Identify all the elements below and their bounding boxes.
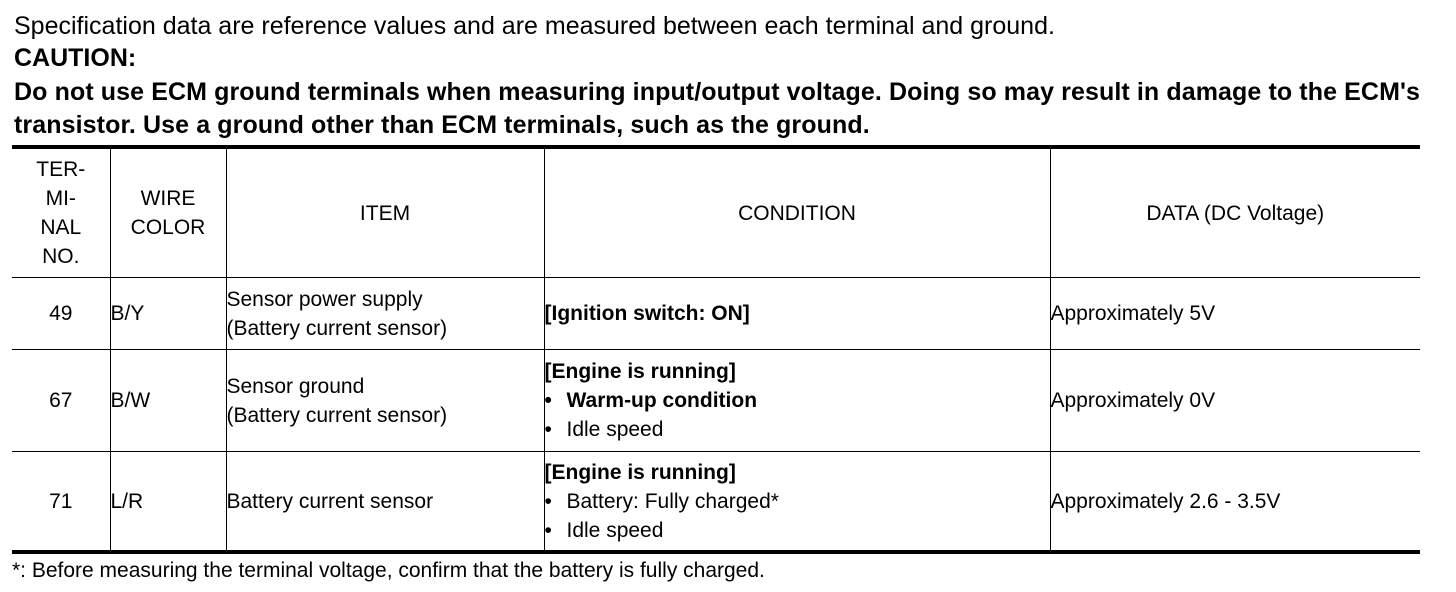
- condition-bullet-text: Warm-up condition: [566, 389, 758, 412]
- bullet-icon: •: [544, 418, 552, 441]
- condition-title: [Engine is running]: [544, 360, 736, 383]
- condition-bullet: [545, 386, 1050, 415]
- item-line: Sensor ground: [226, 374, 365, 398]
- caution-title: CAUTION:: [14, 44, 137, 72]
- item-line: (Battery current sensor): [226, 403, 448, 427]
- footnote: *: Before measuring the terminal voltage, confirm that the battery is fully charged.: [12, 559, 765, 582]
- header-wire-color: [110, 147, 226, 278]
- item-cell: [226, 350, 544, 452]
- condition-bullet-text: Idle speed: [566, 518, 664, 542]
- item-cell: [226, 278, 544, 350]
- header-terminal-line: MI-: [45, 187, 76, 210]
- header-item: ITEM: [226, 147, 544, 278]
- bullet-icon: •: [544, 389, 552, 412]
- condition-cell: [544, 452, 1050, 553]
- condition-cell: [544, 350, 1050, 452]
- header-wire-line: COLOR: [130, 216, 206, 239]
- caution-text: Do not use ECM ground terminals when measuring input/output voltage. Doing so may result in damage to the ECM's transistor. Use a ground other than ECM terminals, such as the ground.: [14, 78, 1421, 139]
- item-line: Battery current sensor: [226, 489, 434, 513]
- header-terminal-line: NO.: [42, 245, 80, 268]
- header-condition: CONDITION: [544, 147, 1050, 278]
- wire-color: B/W: [110, 350, 226, 452]
- header-terminal-no: [12, 147, 110, 278]
- wire-color: B/Y: [110, 278, 226, 350]
- item-line: Sensor power supply: [226, 287, 423, 311]
- data-value: Approximately 0V: [1050, 350, 1420, 452]
- condition-bullet: [545, 415, 1050, 444]
- terminal-number: 67: [12, 350, 110, 452]
- condition-title: [Engine is running]: [544, 460, 736, 484]
- item-line: (Battery current sensor): [226, 316, 448, 340]
- bullet-icon: •: [544, 518, 552, 542]
- bullet-icon: •: [544, 489, 552, 513]
- table-header-row: [12, 147, 1420, 278]
- terminal-number: 71: [12, 452, 110, 553]
- intro-text: Specification data are reference values and are measured between each terminal and ground.: [14, 12, 1055, 40]
- data-value: Approximately 2.6 - 3.5V: [1050, 452, 1420, 553]
- header-terminal-line: NAL: [40, 216, 82, 239]
- condition-title: [Ignition switch: ON]: [544, 302, 750, 325]
- condition-bullet-text: Idle speed: [566, 418, 664, 441]
- wire-color: L/R: [110, 452, 226, 553]
- header-wire-line: WIRE: [140, 187, 196, 210]
- terminal-number: 49: [12, 278, 110, 350]
- condition-bullet: [545, 487, 1050, 516]
- item-cell: [226, 452, 544, 553]
- table-row: [12, 278, 1420, 350]
- header-data: DATA (DC Voltage): [1050, 147, 1420, 278]
- condition-bullet-text: Battery: Fully charged*: [566, 489, 779, 513]
- header-terminal-line: TER-: [36, 158, 86, 181]
- data-value: Approximately 5V: [1050, 278, 1420, 350]
- condition-cell: [544, 278, 1050, 350]
- terminal-spec-table: [12, 145, 1420, 554]
- table-row: [12, 452, 1420, 553]
- table-row: [12, 350, 1420, 452]
- condition-bullet: [545, 516, 1050, 545]
